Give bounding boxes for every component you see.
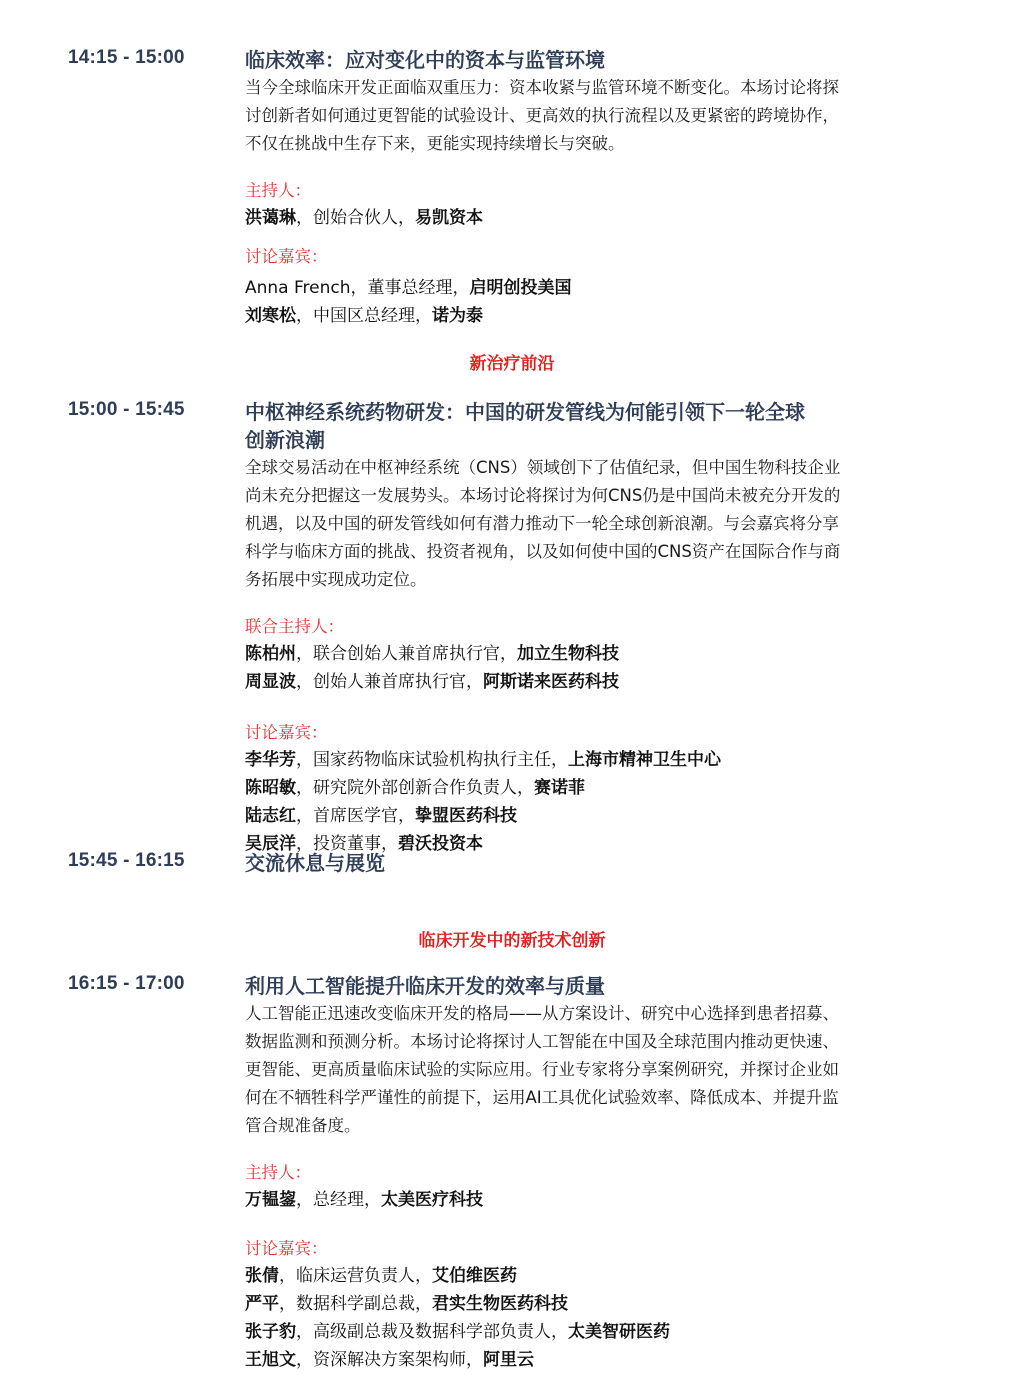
role-label-panelists: 讨论嘉宾： <box>245 1239 328 1258</box>
speaker-position: 投资董事 <box>313 834 381 854</box>
description-line: 何在不牺牲科学严谨性的前提下，运用AI工具优化试验效率、降低成本、并提升监 <box>245 1088 839 1107</box>
speaker-name: Anna French <box>245 278 351 298</box>
speaker-organization: 易凯资本 <box>415 208 483 228</box>
separator: ， <box>381 834 398 854</box>
speaker-organization: 赛诺菲 <box>534 778 585 798</box>
speaker-position: 资深解决方案架构师 <box>313 1350 466 1370</box>
description-line: 尚未充分把握这一发展势头。本场讨论将探讨为何CNS仍是中国尚未被充分开发的 <box>245 486 841 505</box>
session-title: 临床效率：应对变化中的资本与监管环境 <box>245 48 605 72</box>
separator: ， <box>350 278 368 298</box>
speaker-organization: 加立生物科技 <box>517 644 619 664</box>
speaker-entry <box>245 302 965 330</box>
speaker-position: 首席医学官 <box>313 806 398 826</box>
separator: ， <box>517 778 534 798</box>
separator: ， <box>466 1350 483 1370</box>
speaker-position: 高级副总裁及数据科学部负责人 <box>313 1322 551 1342</box>
separator: ， <box>296 208 313 228</box>
speaker-entry <box>245 274 965 302</box>
speaker-name: 李华芳 <box>245 750 296 770</box>
role-label-panelists: 讨论嘉宾： <box>245 247 328 266</box>
speaker-position: 联合创始人兼首席执行官 <box>313 644 500 664</box>
title-line: 中枢神经系统药物研发：中国的研发管线为何能引领下一轮全球 <box>245 400 805 424</box>
speaker-name: 严平 <box>245 1294 279 1314</box>
session-title: 利用人工智能提升临床开发的效率与质量 <box>245 974 605 998</box>
role-label-co-moderators: 联合主持人： <box>245 617 344 636</box>
description-line: 更智能、更高质量临床试验的实际应用。行业专家将分享案例研究，并探讨企业如 <box>245 1060 839 1079</box>
description-line: 数据监测和预测分析。本场讨论将探讨人工智能在中国及全球范围内推动更快速、 <box>245 1032 839 1051</box>
separator: ， <box>415 1266 432 1286</box>
role-label-panelists: 讨论嘉宾： <box>245 723 328 742</box>
speaker-name: 陆志红 <box>245 806 296 826</box>
speaker-organization: 艾伯维医药 <box>432 1266 517 1286</box>
description-line: 全球交易活动在中枢神经系统（CNS）领域创下了估值纪录，但中国生物科技企业 <box>245 458 841 477</box>
separator: ， <box>279 1266 296 1286</box>
speaker-position: 中国区总经理 <box>313 306 415 326</box>
description-line: 不仅在挑战中生存下来，更能实现持续增长与突破。 <box>245 134 625 153</box>
speaker-organization: 启明创投美国 <box>469 278 572 298</box>
session-content <box>245 398 965 858</box>
speaker-entry <box>245 668 965 696</box>
speaker-organization: 阿斯诺来医药科技 <box>483 672 619 692</box>
speaker-name: 陈柏州 <box>245 644 296 664</box>
separator: ， <box>296 306 313 326</box>
separator: ， <box>364 1190 381 1210</box>
speaker-position: 临床运营负责人 <box>296 1266 415 1286</box>
session-time: 16:15 - 17:00 <box>68 973 185 994</box>
separator: ， <box>398 806 415 826</box>
separator: ， <box>296 1190 313 1210</box>
session-time: 15:00 - 15:45 <box>68 399 185 420</box>
speaker-position: 数据科学副总裁 <box>296 1294 415 1314</box>
separator: ， <box>398 208 415 228</box>
speaker-name: 周显波 <box>245 672 296 692</box>
speaker-position: 创始合伙人 <box>313 208 398 228</box>
title-line: 创新浪潮 <box>245 428 325 452</box>
speaker-entry <box>245 204 965 232</box>
separator: ， <box>296 1322 313 1342</box>
section-header-new-therapies: 新治疗前沿 <box>469 354 555 374</box>
separator: ， <box>296 1350 313 1370</box>
speaker-name: 洪蔼琳 <box>245 208 296 228</box>
description-line: 当今全球临床开发正面临双重压力：资本收紧与监管环境不断变化。本场讨论将探 <box>245 78 839 97</box>
speaker-name: 万韫鋆 <box>245 1190 296 1210</box>
separator: ， <box>551 1322 568 1342</box>
role-label-moderator: 主持人： <box>245 1163 311 1182</box>
session-content <box>245 46 965 330</box>
speaker-name: 吴辰洋 <box>245 834 296 854</box>
description-line: 讨创新者如何通过更智能的试验设计、更高效的执行流程以及更紧密的跨境协作， <box>245 106 839 125</box>
speaker-position: 研究院外部创新合作负责人 <box>313 778 517 798</box>
separator: ， <box>296 672 313 692</box>
separator: ， <box>296 644 313 664</box>
description-line: 管合规准备度。 <box>245 1116 361 1135</box>
speaker-position: 董事总经理 <box>367 278 453 298</box>
speaker-name: 张子豹 <box>245 1322 296 1342</box>
speaker-entry <box>245 1186 965 1214</box>
speaker-entry <box>245 640 965 668</box>
separator: ， <box>415 306 432 326</box>
separator: ， <box>551 750 568 770</box>
session-content <box>245 849 965 877</box>
speaker-name: 张倩 <box>245 1266 279 1286</box>
speaker-position: 总经理 <box>313 1190 364 1210</box>
speaker-entry <box>245 746 965 774</box>
session-description <box>245 1000 965 1140</box>
separator: ， <box>415 1294 432 1314</box>
session-description <box>245 74 965 158</box>
speaker-organization: 挚盟医药科技 <box>415 806 517 826</box>
description-line: 人工智能正迅速改变临床开发的格局——从方案设计、研究中心选择到患者招募、 <box>245 1004 839 1023</box>
separator: ， <box>296 750 313 770</box>
description-line: 机遇，以及中国的研发管线如何有潜力推动下一轮全球创新浪潮。与会嘉宾将分享 <box>245 514 839 533</box>
speaker-organization: 太美医疗科技 <box>381 1190 483 1210</box>
separator: ， <box>296 834 313 854</box>
speaker-name: 刘寒松 <box>245 306 296 326</box>
role-label-moderator: 主持人： <box>245 181 311 200</box>
session-time: 15:45 - 16:15 <box>68 850 185 871</box>
separator: ， <box>296 778 313 798</box>
speaker-organization: 上海市精神卫生中心 <box>568 750 721 770</box>
description-line: 科学与临床方面的挑战、投资者视角，以及如何使中国的CNS资产在国际合作与商 <box>245 542 841 561</box>
separator: ， <box>279 1294 296 1314</box>
session-time: 14:15 - 15:00 <box>68 47 185 68</box>
separator: ， <box>466 672 483 692</box>
section-header-new-tech: 临床开发中的新技术创新 <box>418 931 606 951</box>
speaker-entry <box>245 1346 965 1374</box>
speaker-organization: 君实生物医药科技 <box>432 1294 568 1314</box>
session-content <box>245 972 965 1374</box>
speaker-entry <box>245 802 965 830</box>
speaker-name: 王旭文 <box>245 1350 296 1370</box>
speaker-entry <box>245 1262 965 1290</box>
session-description <box>245 454 965 594</box>
speaker-entry <box>245 1318 965 1346</box>
speaker-entry <box>245 1290 965 1318</box>
separator: ， <box>500 644 517 664</box>
speaker-position: 国家药物临床试验机构执行主任 <box>313 750 551 770</box>
speaker-position: 创始人兼首席执行官 <box>313 672 466 692</box>
speaker-organization: 太美智研医药 <box>568 1322 670 1342</box>
separator: ， <box>296 806 313 826</box>
speaker-organization: 碧沃投资本 <box>398 834 483 854</box>
session-title <box>245 398 965 454</box>
speaker-organization: 阿里云 <box>483 1350 534 1370</box>
description-line: 务拓展中实现成功定位。 <box>245 570 427 589</box>
separator: ， <box>452 278 470 298</box>
speaker-entry <box>245 774 965 802</box>
speaker-name: 陈昭敏 <box>245 778 296 798</box>
session-title: 交流休息与展览 <box>245 851 385 875</box>
speaker-organization: 诺为泰 <box>432 306 483 326</box>
